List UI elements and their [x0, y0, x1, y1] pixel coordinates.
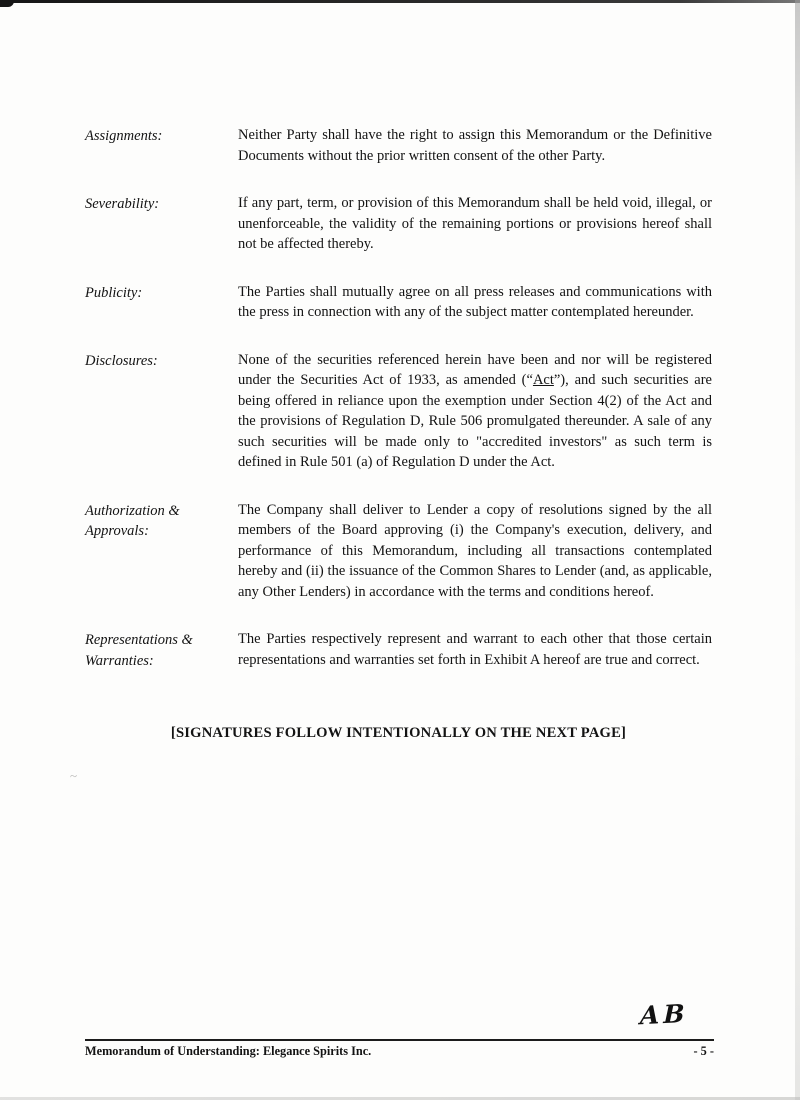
term-text-fragment: None of the securities referenced herein have been and nor will be registered under the Securities Act of 1933, as amended (“ [238, 351, 712, 388]
handwritten-initials: AB [639, 998, 689, 1031]
term-text: The Parties respectively represent and warrant to each other that those certain representations and warranties set forth in Exhibit A hereof are true and correct. [238, 631, 712, 668]
term-label: Assignments: [85, 128, 163, 144]
term-text: If any part, term, or provision of this Memorandum shall be held void, illegal, or unenforceable, the validity of the remaining portions or provisions hereof shall not be affected thereby. [238, 195, 712, 252]
term-row [85, 500, 712, 603]
term-label: Severability: [85, 196, 160, 212]
underlined-term: Act [532, 372, 554, 388]
term-text-fragment: ”), and such securities are being offered in reliance upon the exemption under Section 4(2) of the Act and the provisions of Regulation D, Rule 506 promulgated thereunder. A sale of any such securities will be made only to "accredited investors" as such term is defined in Rule 501 (a) of Regulation D under the Act. [238, 372, 712, 470]
page-footer [85, 1039, 714, 1059]
term-text: Neither Party shall have the right to assign this Memorandum or the Definitive Documents without the prior written consent of the other Party. [238, 127, 712, 164]
terms-list [85, 125, 712, 671]
term-text: The Parties shall mutually agree on all press releases and communications with the press in connection with any of the subject matter contemplated hereunder. [238, 283, 712, 320]
scan-artifact-smudge: ~ [70, 768, 78, 783]
term-label: Publicity: [85, 284, 143, 301]
footer-page-number: - 5 - [693, 1044, 714, 1058]
term-text [238, 350, 712, 473]
term-label: Disclosures: [85, 352, 158, 369]
term-label: Representations & Warranties: [85, 632, 193, 669]
footer-document-title: Memorandum of Understanding: Elegance Spirits Inc. [85, 1044, 372, 1058]
term-row [85, 350, 712, 473]
signature-note: [SIGNATURES FOLLOW INTENTIONALLY ON THE NEXT PAGE] [170, 725, 627, 741]
term-row [85, 193, 712, 255]
term-row [85, 629, 712, 671]
term-text: The Company shall deliver to Lender a copy of resolutions signed by the all members of the Board approving (i) the Company's execution, delivery, and performance of this Memorandum, including all transactions contemplated hereby and (ii) the issuance of the Common Shares to Lender (and, as applicable, any Other Lenders) in accordance with the terms and conditions hereof. [238, 501, 712, 600]
term-row [85, 282, 712, 323]
term-row [85, 125, 712, 166]
term-label: Authorization & Approvals: [85, 502, 180, 539]
